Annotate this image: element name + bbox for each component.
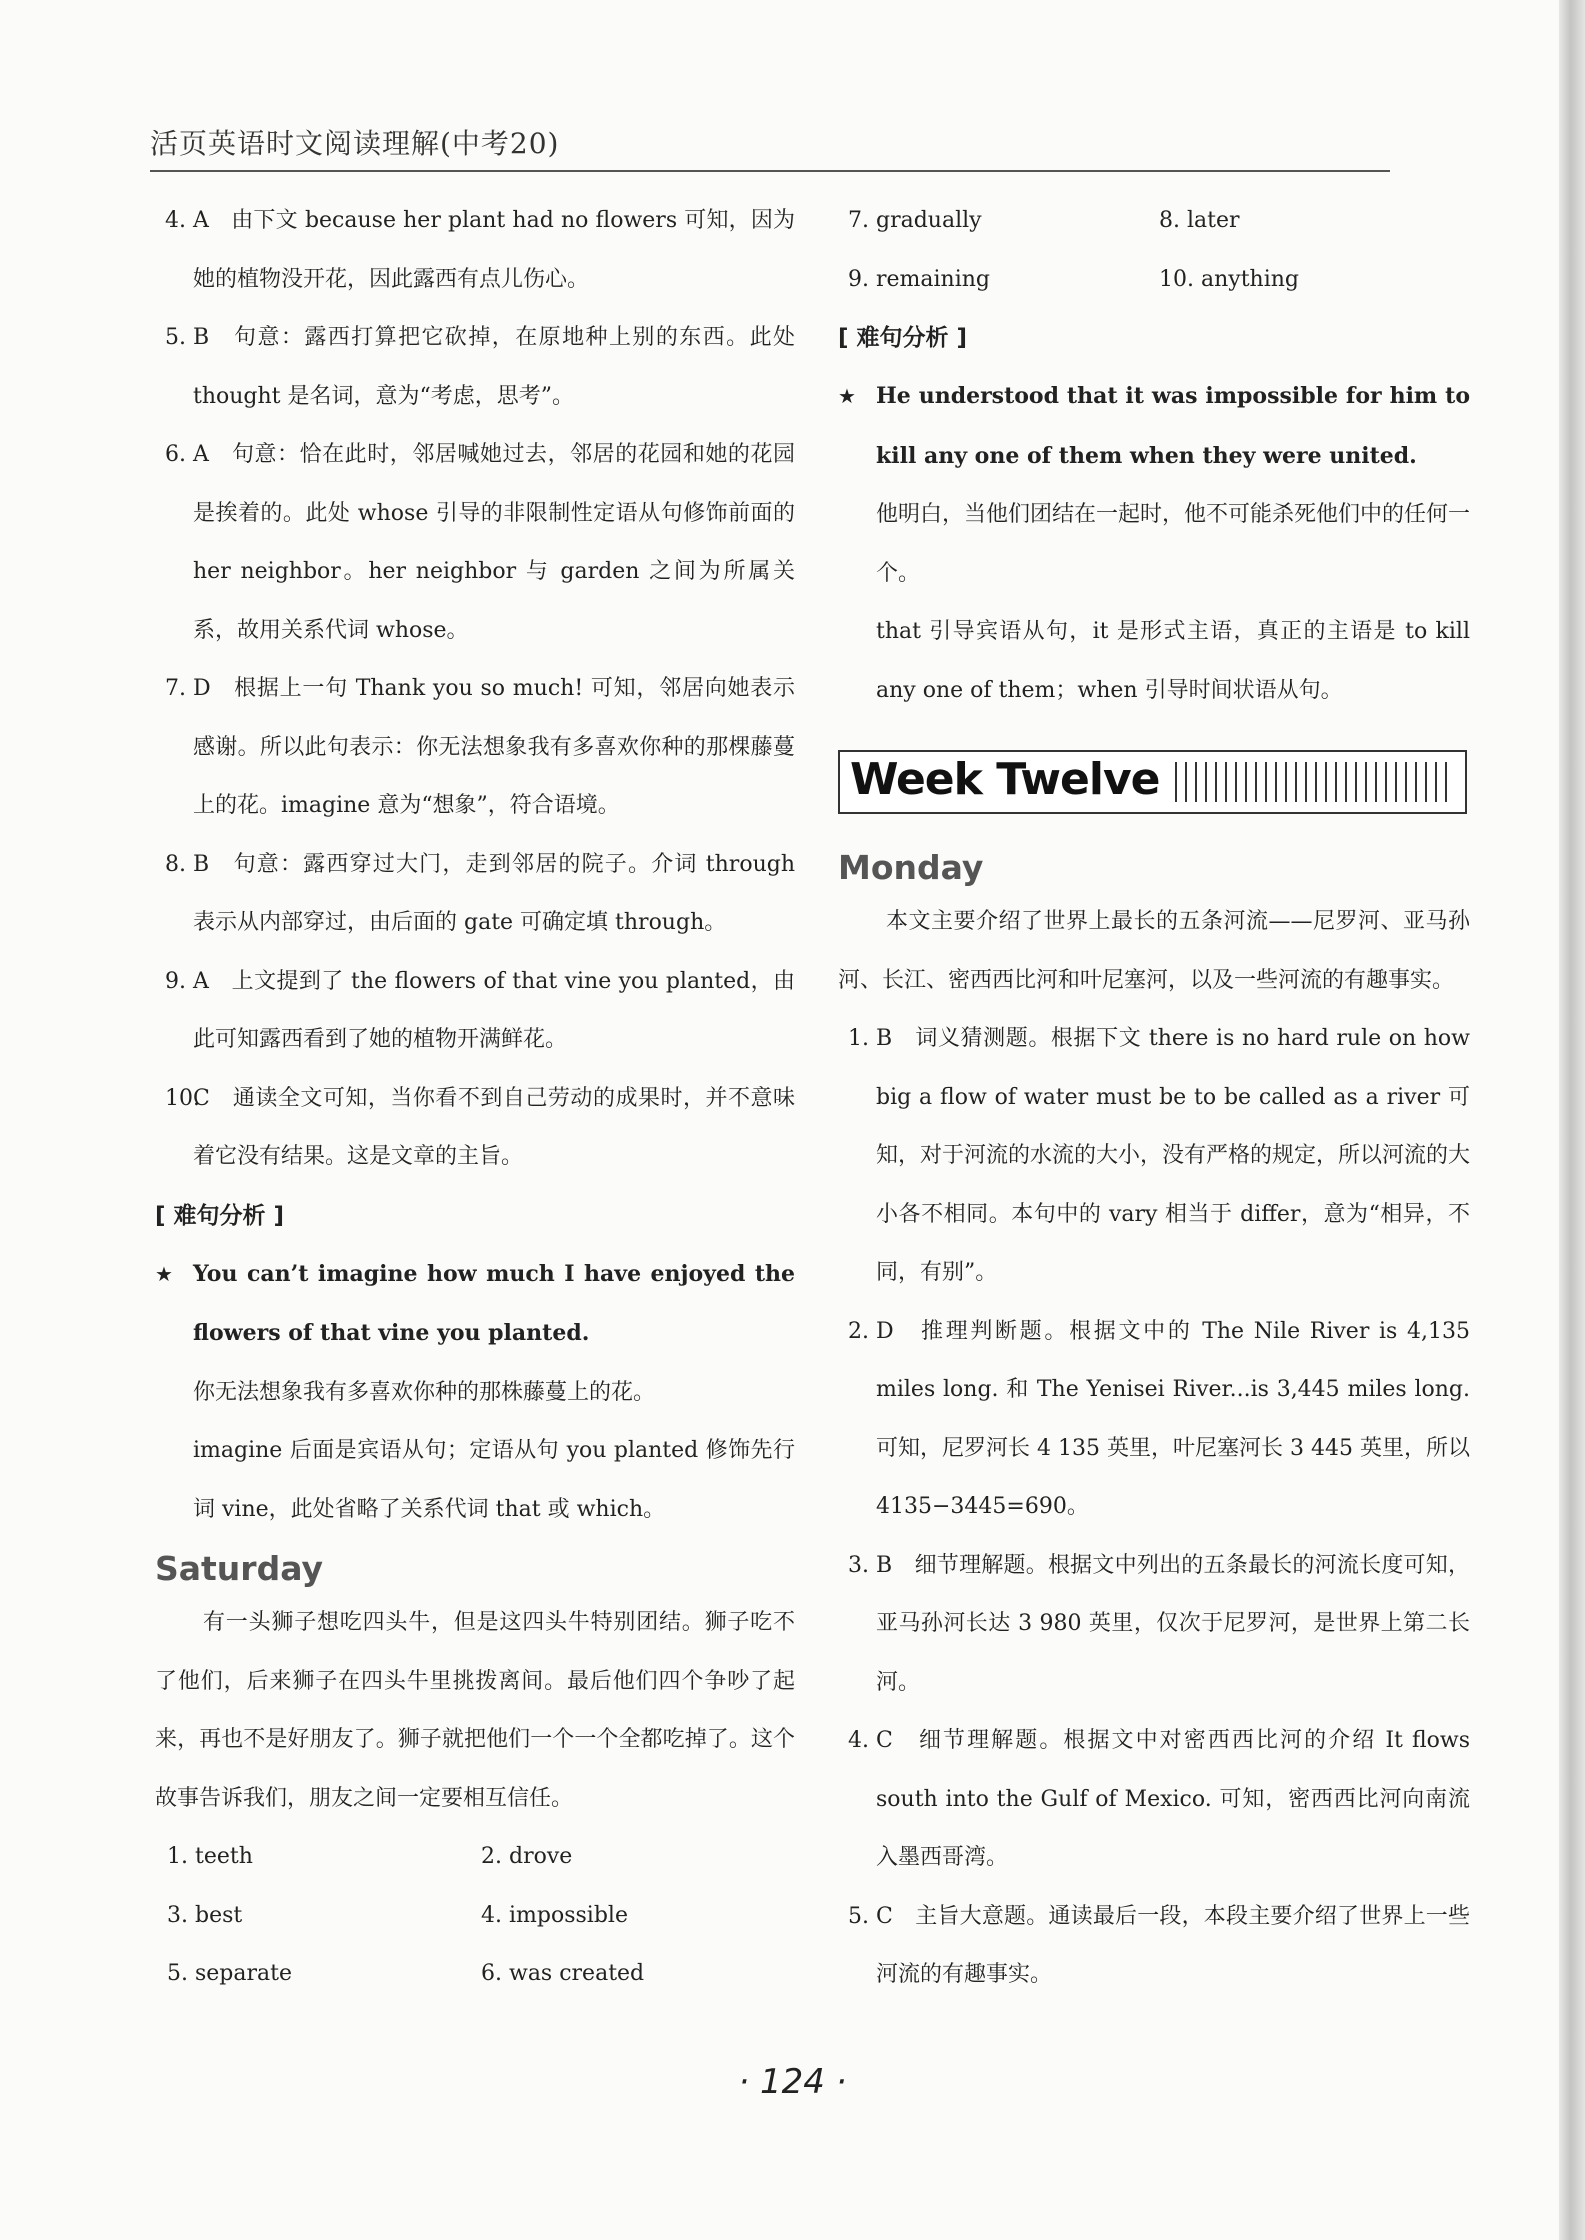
answer-text: A 上文提到了 the flowers of that vine you planted，由此可知露西看到了她的植物开满鲜花。 [193,968,795,1052]
right-answer-grid [838,192,1470,309]
answer-text: A 由下文 because her plant had no flowers 可知，因为她的植物没开花，因此露西有点儿伤心。 [193,208,795,292]
right-answer: 7. gradually [848,208,982,233]
star-icon: ★ [155,1261,173,1286]
answer-text: A 句意：恰在此时，邻居喊她过去，邻居的花园和她的花园是挨着的。此处 whose 引导的非限制性定语从句修饰前面的 her neighbor。her neighbor 与 garden 之间为所属关系，故用关系代词 whose。 [193,442,795,643]
monday-answer-list [838,1010,1470,2005]
answer-item [155,660,795,836]
left-column [155,192,795,2004]
saturday-answer-grid [155,1828,795,2004]
page-edge-shadow [1559,0,1585,2240]
monday-summary: 本文主要介绍了世界上最长的五条河流——尼罗河、亚马孙河、长江、密西西比河和叶尼塞河，以及一些河流的有趣事实。 [838,909,1470,993]
answer-number: 5. [848,1903,869,1929]
left-analysis-note: imagine 后面是宾语从句；定语从句 you planted 修饰先行词 vine，此处省略了关系代词 that 或 which。 [193,1438,795,1522]
right-analysis-sentence-text: He understood that it was impossible for him to kill any one of them when they were united. [876,383,1470,469]
answer-item [155,192,795,309]
page-number: · 124 · [738,2062,847,2102]
saturday-answer: 2. drove [481,1844,573,1869]
answer-number: 4. [848,1728,869,1753]
answer-text: D 推理判断题。根据文中的 The Nile River is 4,135 miles long. 和 The Yenisei River...is 3,445 miles long. 可知，尼罗河长 4 135 英里，叶尼塞河长 3 445 英里，所以 4135−3445=690。 [876,1318,1470,1519]
answer-item [838,1888,1470,2005]
right-analysis-note: that 引导宾语从句，it 是形式主语，真正的主语是 to kill any one of them；when 引导时间状语从句。 [876,619,1470,703]
answer-number: 9. [165,968,186,994]
answer-number: 6. [165,442,186,467]
answer-number: 2. [848,1318,869,1344]
answer-text: C 细节理解题。根据文中对密西西比河的介绍 It flows south into the Gulf of Mexico. 可知，密西西比河向南流入墨西哥湾。 [876,1728,1470,1870]
saturday-answer: 5. separate [167,1961,292,1986]
answer-text: B 句意：露西打算把它砍掉，在原地种上别的东西。此处 thought 是名词，意为“考虑，思考”。 [193,325,795,409]
answer-number: 7. [165,676,186,701]
answer-number: 8. [165,851,186,877]
answer-number: 1. [848,1026,869,1051]
answer-item [155,309,795,426]
saturday-answer: 3. best [167,1902,243,1928]
saturday-answer: 6. was created [481,1961,645,1986]
answer-item [838,1712,1470,1888]
right-answer: 8. later [1159,208,1240,233]
right-column [838,192,1470,2005]
running-header: 活页英语时文阅读理解(中考20) [150,127,560,160]
star-icon: ★ [838,384,856,408]
answer-text: B 词义猜测题。根据下文 there is no hard rule on how big a flow of water must be to be called as a river 可知，对于河流的水流的大小，没有严格的规定，所以河流的大小各不相同。本句中的 vary 相当于 differ，意为“相异，不同，有别”。 [876,1026,1471,1285]
answer-item [155,836,795,953]
answer-item [155,953,795,1070]
left-analysis-heading: [ 难句分析 ] [155,1202,285,1229]
saturday-answer: 1. teeth [167,1844,253,1869]
left-analysis-translation: 你无法想象我有多喜欢你种的那株藤蔓上的花。 [193,1379,656,1405]
saturday-summary: 有一头狮子想吃四头牛，但是这四头牛特别团结。狮子吃不了他们，后来狮子在四头牛里挑拨离间。最后他们四个争吵了起来，再也不是好朋友了。狮子就把他们一个一个全都吃掉了。这个故事告诉我们，朋友之间一定要相互信任。 [155,1610,795,1811]
answer-number: 10. [165,1085,200,1111]
answer-item [838,1537,1470,1713]
right-analysis-translation: 他明白，当他们团结在一起时，他不可能杀死他们中的任何一个。 [876,502,1471,586]
answer-text: C 主旨大意题。通读最后一段，本段主要介绍了世界上一些河流的有趣事实。 [876,1903,1470,1987]
answer-text: D 根据上一句 Thank you so much! 可知，邻居向她表示感谢。所以此句表示：你无法想象我有多喜欢你种的那棵藤蔓上的花。imagine 意为“想象”，符合语境。 [193,676,795,818]
answer-item [838,1303,1470,1537]
week-title: Week Twelve [850,754,1160,805]
answer-number: 4. [165,208,186,233]
header-rule [150,170,1390,172]
answer-item [155,426,795,660]
week-banner [838,750,1467,814]
monday-heading: Monday [838,848,984,887]
right-answer: 10. anything [1159,266,1299,292]
answer-text: B 细节理解题。根据文中列出的五条最长的河流长度可知，亚马孙河长达 3 980 英里，仅次于尼罗河，是世界上第二长河。 [876,1552,1470,1695]
left-answer-list [155,192,795,1187]
answer-item [155,1070,795,1187]
answer-text: C 通读全文可知，当你看不到自己劳动的成果时，并不意味着它没有结果。这是文章的主旨。 [193,1085,795,1169]
left-analysis-sentence [155,1245,795,1364]
answer-text: B 句意：露西穿过大门，走到邻居的院子。介词 through 表示从内部穿过，由后面的 gate 可确定填 through。 [193,851,795,935]
left-analysis-sentence-text: You can’t imagine how much I have enjoyed the flowers of that vine you planted. [193,1260,795,1346]
right-analysis-heading: [ 难句分析 ] [838,325,968,351]
saturday-answer: 4. impossible [481,1902,628,1928]
right-answer: 9. remaining [848,266,990,292]
banner-stripes [1175,762,1453,802]
answer-number: 5. [165,325,186,350]
answer-number: 3. [848,1552,869,1578]
right-analysis-sentence [838,367,1470,486]
answer-item [838,1010,1470,1303]
saturday-heading: Saturday [155,1549,323,1588]
